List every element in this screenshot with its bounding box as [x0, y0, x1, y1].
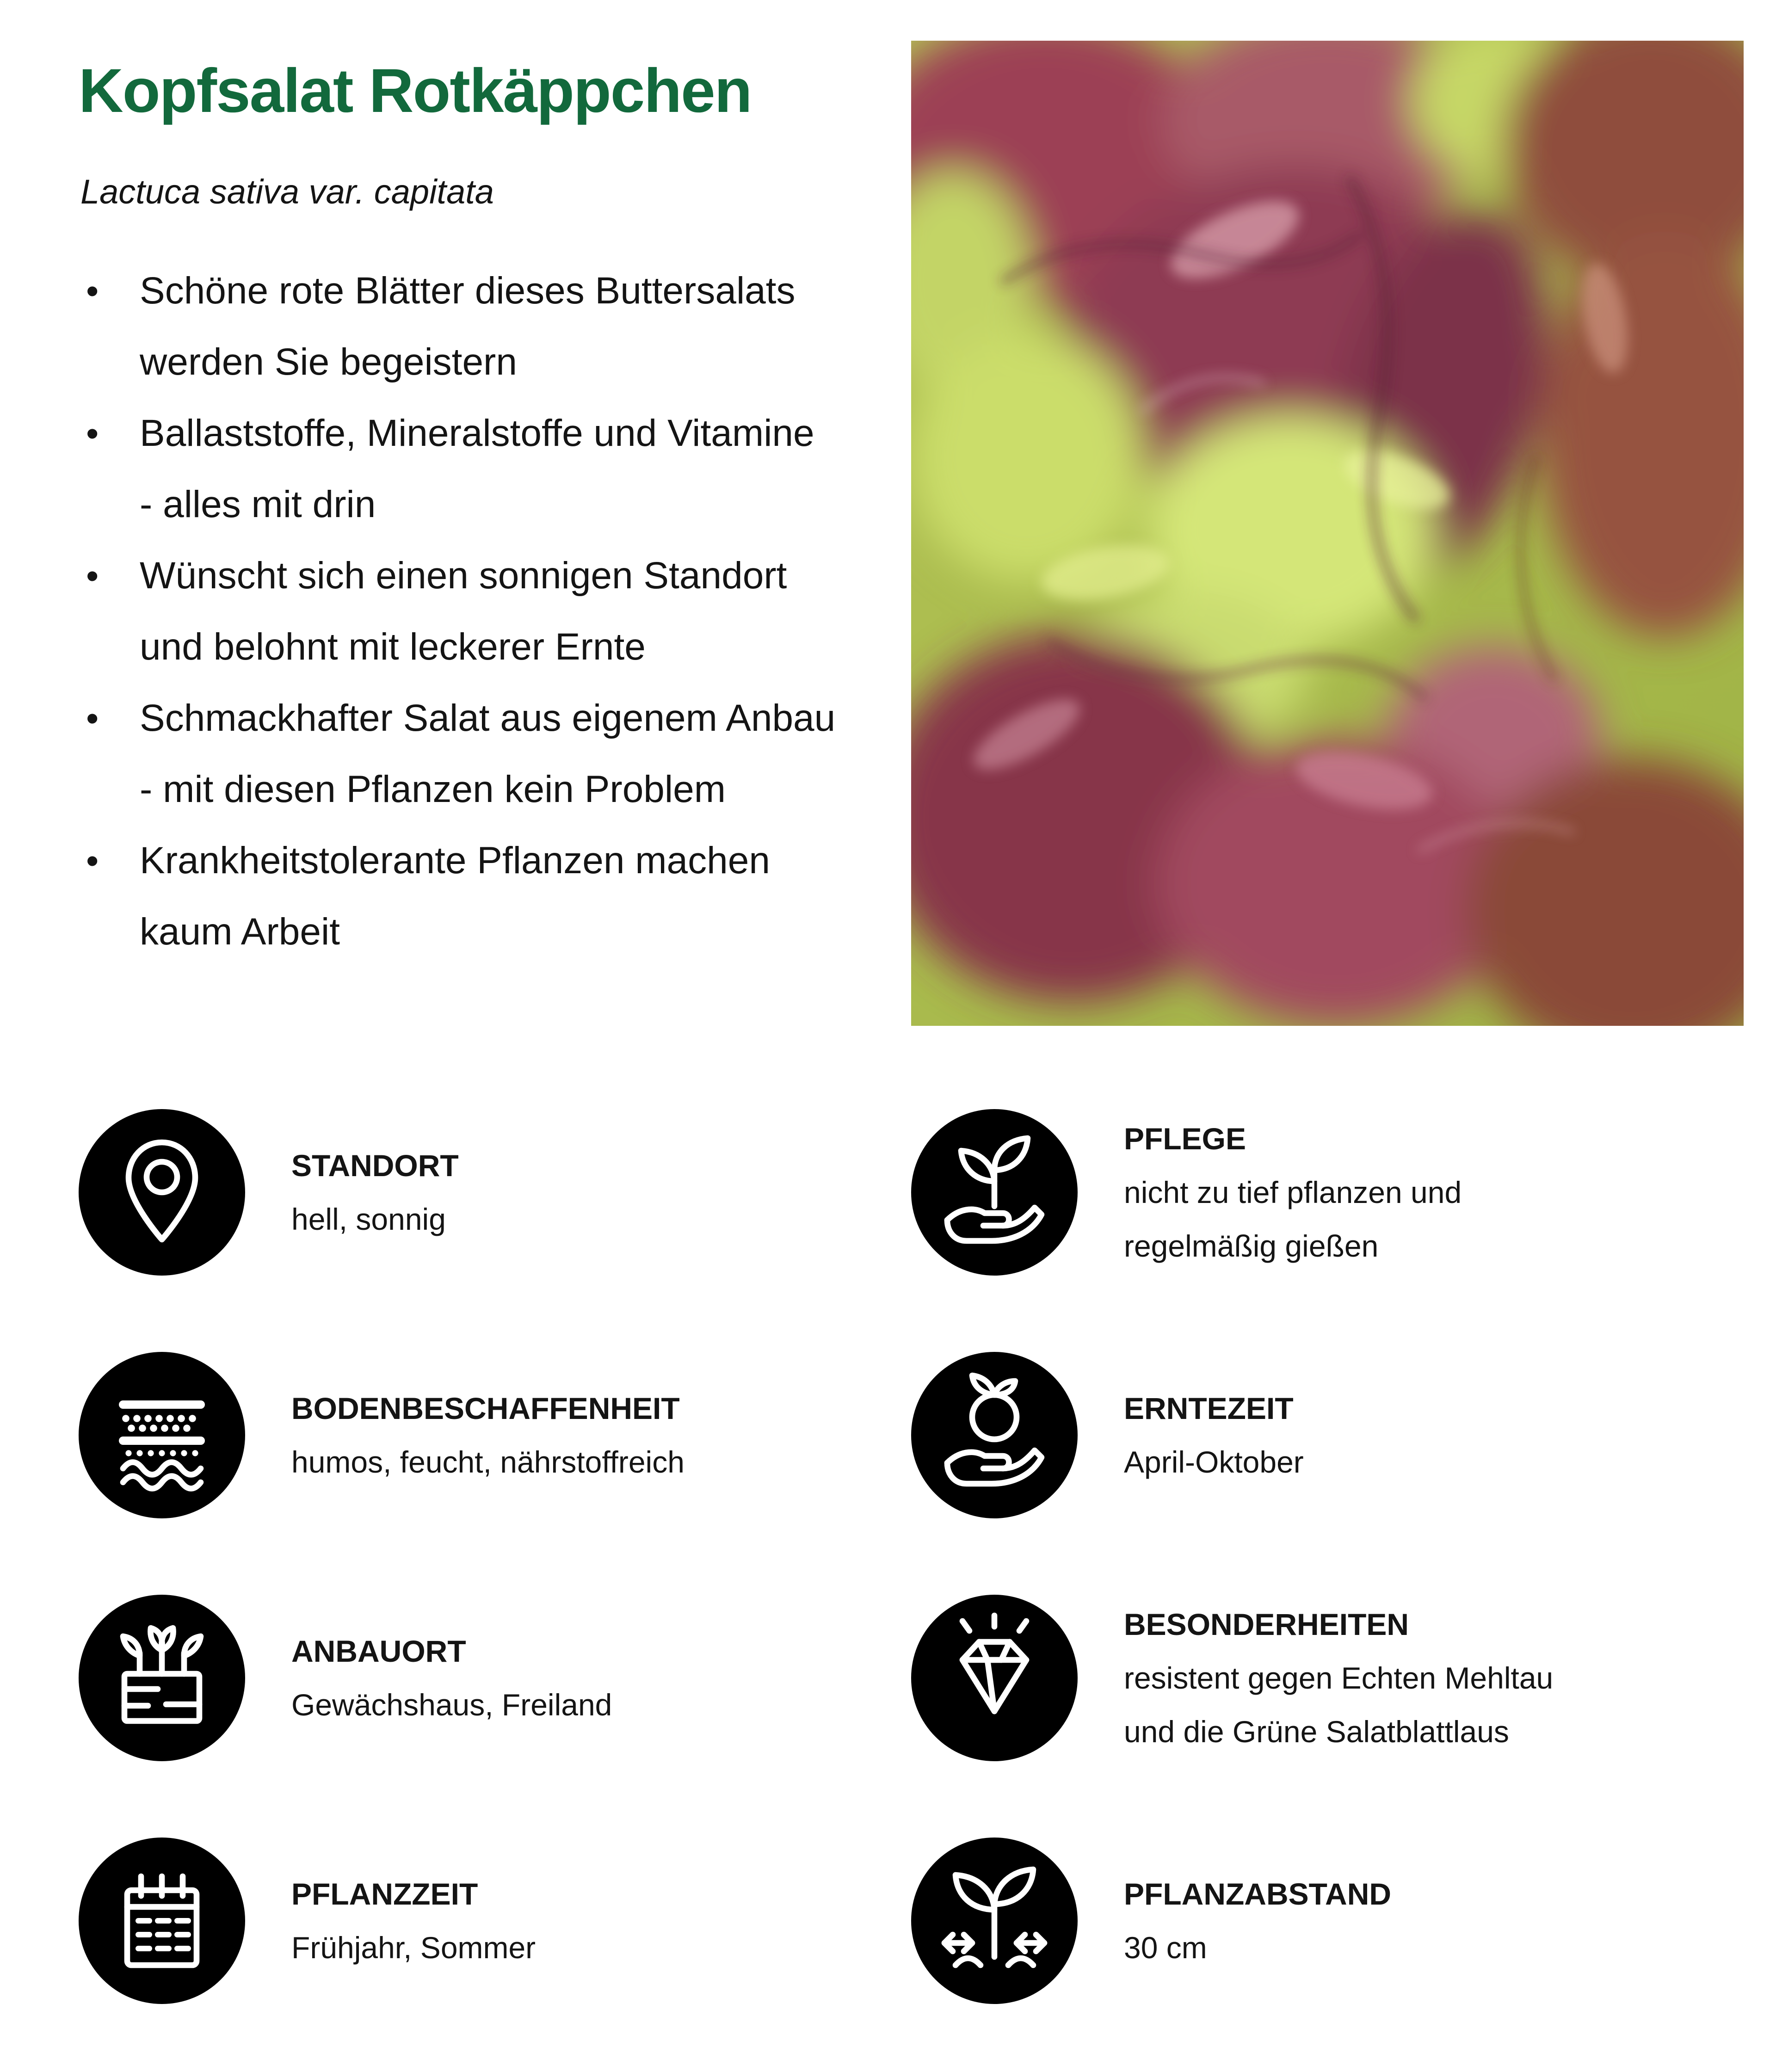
attr-text: [1124, 1867, 1391, 1974]
attr-label: STANDORT: [291, 1148, 459, 1183]
attr-row-pflanzabstand: [911, 1838, 1697, 2004]
calendar-icon: [79, 1838, 245, 2004]
attr-row-pflege: [911, 1109, 1697, 1276]
attr-text: [291, 1381, 684, 1489]
attr-row-erntezeit: [911, 1352, 1697, 1518]
diamond-icon: [911, 1595, 1078, 1761]
attr-label: BODENBESCHAFFENHEIT: [291, 1391, 680, 1425]
attr-value: und die Grüne Salatblattlaus: [1124, 1714, 1509, 1749]
attr-row-bodenbeschaffenheit: [79, 1352, 911, 1518]
lettuce-photo: [911, 41, 1744, 1026]
attr-label: ANBAUORT: [291, 1634, 466, 1668]
plant-spacing-icon: [911, 1838, 1078, 2004]
hand-fruit-icon: [911, 1352, 1078, 1518]
soil-layers-icon: [79, 1352, 245, 1518]
attr-value: regelmäßig gießen: [1124, 1229, 1379, 1263]
attr-value: humos, feucht, nährstoffreich: [291, 1445, 684, 1479]
bullet-item: • Schmackhafter Salat aus eigenem Anbau - mit diesen Pflanzen kein Problem: [79, 683, 893, 825]
attr-value: Gewächshaus, Freiland: [291, 1688, 612, 1722]
attr-text: [1124, 1597, 1553, 1758]
attr-label: BESONDERHEITEN: [1124, 1607, 1409, 1641]
attributes-grid: [79, 1109, 1697, 2004]
attr-row-pflanzzeit: [79, 1838, 911, 2004]
attr-value: 30 cm: [1124, 1930, 1207, 1965]
attr-label: PFLANZZEIT: [291, 1877, 478, 1911]
hand-seedling-icon: [911, 1109, 1078, 1276]
attr-value: hell, sonnig: [291, 1202, 446, 1236]
attr-value: nicht zu tief pflanzen und: [1124, 1175, 1462, 1209]
botanical-name: Lactuca sativa var. capitata: [80, 173, 494, 211]
attr-text: [291, 1867, 536, 1974]
attr-row-standort: [79, 1109, 911, 1276]
bullet-item: • Krankheitstolerante Pflanzen machen kaum Arbeit: [79, 825, 893, 968]
attr-value: resistent gegen Echten Mehltau: [1124, 1661, 1554, 1695]
page-title: Kopfsalat Rotkäppchen: [79, 56, 752, 125]
attr-text: [1124, 1381, 1304, 1489]
attr-label: PFLEGE: [1124, 1122, 1246, 1156]
bullet-item: • Wünscht sich einen sonnigen Standort und belohnt mit leckerer Ernte: [79, 540, 893, 683]
attr-value: Frühjahr, Sommer: [291, 1930, 536, 1965]
attr-row-anbauort: [79, 1595, 911, 1761]
location-pin-icon: [79, 1109, 245, 1276]
attr-label: ERNTEZEIT: [1124, 1391, 1294, 1425]
attr-value: April-Oktober: [1124, 1445, 1304, 1479]
bullet-item: • Ballaststoffe, Mineralstoffe und Vitamine - alles mit drin: [79, 398, 893, 540]
attr-text: [291, 1624, 612, 1732]
attr-text: [291, 1139, 459, 1246]
attr-label: PFLANZABSTAND: [1124, 1877, 1392, 1911]
planter-box-icon: [79, 1595, 245, 1761]
bullet-item: • Schöne rote Blätter dieses Buttersalats werden Sie begeistern: [79, 255, 893, 398]
attr-text: [1124, 1112, 1462, 1273]
feature-bullet-list: [79, 255, 893, 968]
attr-row-besonderheiten: [911, 1595, 1697, 1761]
